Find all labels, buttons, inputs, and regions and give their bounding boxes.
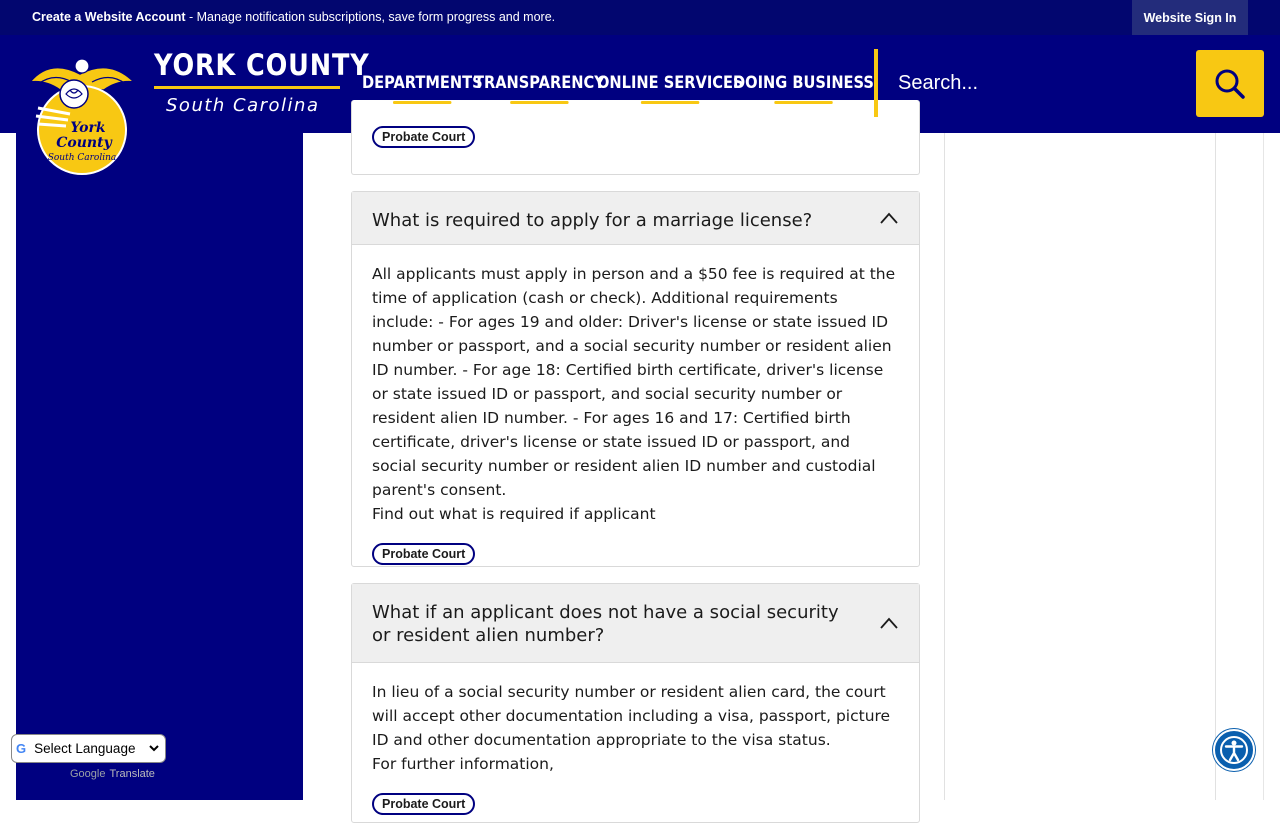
faq-answer: In lieu of a social security number or resident alien card, the court will accept other documentation including a visa, passport, picture ID and other documentation appropriate to the visa status. — [372, 683, 891, 749]
faq-card — [351, 191, 920, 567]
website-sign-in-button[interactable]: Website Sign In — [1132, 0, 1248, 35]
county-seal-logo[interactable] — [20, 50, 144, 176]
category-tag-probate-court[interactable]: Probate Court — [372, 543, 475, 565]
faq-card — [351, 583, 920, 823]
left-sidebar-panel — [16, 133, 303, 800]
nav-underline — [774, 101, 832, 104]
nav-underline — [641, 101, 699, 104]
create-account-link[interactable]: Create a Website Account — [32, 10, 186, 24]
account-notice[interactable] — [32, 10, 555, 24]
seal-text-york: York — [70, 120, 106, 136]
nav-online-services-label: ONLINE SERVICES — [597, 73, 744, 93]
nav-departments[interactable] — [362, 73, 483, 104]
nav-online-services[interactable] — [597, 73, 744, 104]
language-select[interactable] — [30, 740, 162, 757]
faq-answer: All applicants must apply in person and a $50 fee is required at the time of application (cash or check). Additional requirements include: - For ages 19 and older: Driver's license or state issued ID number or passport, and a social security number or resident alien ID number. - For age 18: Certified birth certificate, driver's license or state issued ID or passport, and social security number or resident alien ID number. - For ages 16 and 17: Certified birth certificate, driver's license or state issued ID or passport, and social security number or resident alien ID number and custodial parent's consent. — [372, 265, 896, 499]
google-label: Google — [70, 768, 106, 780]
accessibility-button[interactable] — [1213, 729, 1255, 771]
nav-departments-label: DEPARTMENTS — [362, 73, 483, 93]
translate-label: Translate — [109, 768, 155, 780]
category-tag-probate-court[interactable]: Probate Court — [372, 126, 475, 148]
category-tag-probate-court[interactable]: Probate Court — [372, 793, 475, 815]
search-divider — [874, 49, 878, 117]
county-wordmark[interactable] — [154, 48, 370, 116]
nav-underline — [393, 101, 451, 104]
search-input[interactable] — [884, 50, 1190, 116]
google-g-icon: G — [16, 741, 27, 756]
county-name: YORK COUNTY — [154, 48, 370, 82]
seal-text-state: South Carolina — [47, 153, 117, 163]
powered-by-google-translate[interactable] — [70, 768, 155, 780]
seal-text-county: County — [56, 135, 112, 151]
nav-underline — [510, 101, 568, 104]
faq-question-header[interactable] — [352, 584, 919, 663]
state-name: South Carolina — [166, 95, 320, 116]
faq-answer-extra: For further information, — [372, 755, 554, 773]
top-notification-bar — [0, 0, 1280, 35]
page-edge-gutter — [1263, 133, 1280, 800]
faq-question: What if an applicant does not have a social security or resident alien number? — [372, 602, 839, 646]
faq-answer-extra: Find out what is required if applicant — [372, 505, 656, 523]
nav-doing-business-label: DOING BUSINESS — [733, 73, 874, 93]
chevron-up-icon[interactable] — [879, 616, 899, 630]
nav-transparency-label: TRANSPARENCY — [474, 73, 605, 93]
right-sidebar-rail — [944, 133, 1216, 800]
account-notice-text: - Manage notification subscriptions, save form progress and more. — [185, 10, 556, 24]
search-icon — [1213, 67, 1247, 101]
faq-question-header[interactable] — [352, 192, 919, 245]
accessibility-icon — [1219, 735, 1249, 765]
nav-doing-business[interactable] — [733, 73, 874, 104]
wordmark-rule — [154, 86, 340, 89]
language-selector[interactable] — [11, 734, 166, 763]
nav-transparency[interactable] — [474, 73, 605, 104]
search-button[interactable] — [1196, 50, 1264, 117]
chevron-up-icon[interactable] — [879, 211, 899, 225]
faq-card — [351, 100, 920, 175]
faq-question: What is required to apply for a marriage license? — [372, 210, 813, 231]
